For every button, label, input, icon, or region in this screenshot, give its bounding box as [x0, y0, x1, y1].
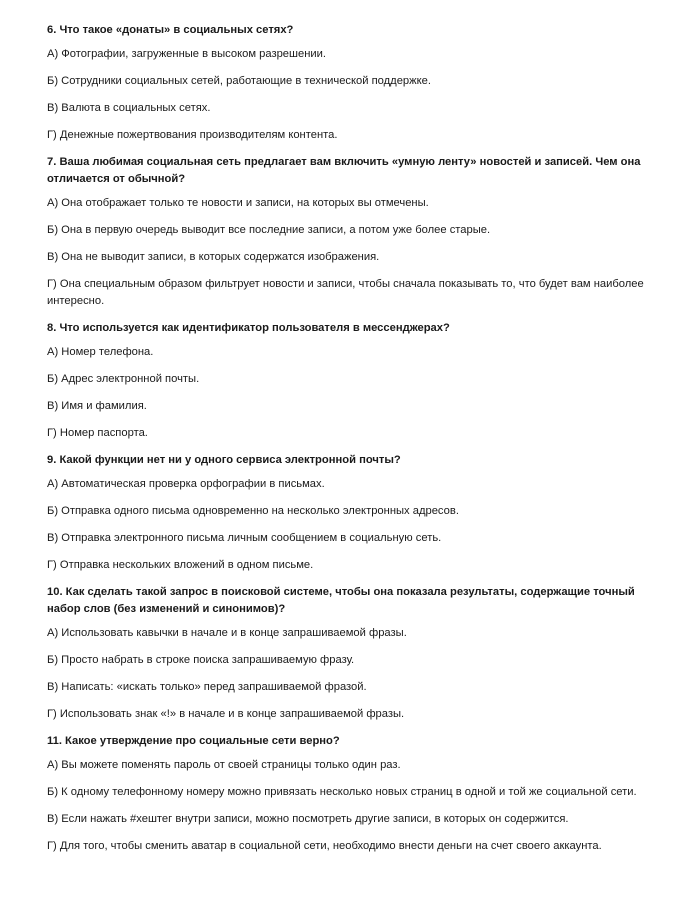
option-a: А) Автоматическая проверка орфографии в письмах. — [47, 478, 325, 490]
question-text: 10. Как сделать такой запрос в поисковой системе, чтобы она показала результаты, содержащие точный набор слов (без изменений и синонимов)? — [47, 586, 635, 615]
question-6 — [47, 22, 654, 144]
question-10 — [47, 584, 654, 723]
option-v: В) Отправка электронного письма личным сообщением в социальную сеть. — [47, 532, 442, 544]
option-g: Г) Денежные пожертвования производителям контента. — [47, 129, 338, 141]
option-a: А) Номер телефона. — [47, 346, 154, 358]
question-text: 9. Какой функции нет ни у одного сервиса электронной почты? — [47, 454, 401, 466]
option-v: В) Имя и фамилия. — [47, 400, 147, 412]
option-g: Г) Отправка нескольких вложений в одном письме. — [47, 559, 314, 571]
question-9 — [47, 452, 654, 574]
option-g: Г) Использовать знак «!» в начале и в конце запрашиваемой фразы. — [47, 708, 405, 720]
question-text: 11. Какое утверждение про социальные сети верно? — [47, 735, 340, 747]
option-g: Г) Номер паспорта. — [47, 427, 148, 439]
option-v: В) Написать: «искать только» перед запрашиваемой фразой. — [47, 681, 367, 693]
option-a: А) Фотографии, загруженные в высоком разрешении. — [47, 48, 327, 60]
option-a: А) Она отображает только те новости и записи, на которых вы отмечены. — [47, 197, 429, 209]
question-text: 7. Ваша любимая социальная сеть предлагает вам включить «умную ленту» новостей и записей. Чем она отличается от обычной? — [47, 156, 641, 185]
option-b: Б) Сотрудники социальных сетей, работающие в технической поддержке. — [47, 75, 431, 87]
option-b: Б) Просто набрать в строке поиска запрашиваемую фразу. — [47, 654, 355, 666]
option-g: Г) Для того, чтобы сменить аватар в социальной сети, необходимо внести деньги на счет своего аккаунта. — [47, 840, 602, 852]
option-a: А) Использовать кавычки в начале и в конце запрашиваемой фразы. — [47, 627, 407, 639]
question-7 — [47, 154, 654, 310]
question-text: 8. Что используется как идентификатор пользователя в мессенджерах? — [47, 322, 450, 334]
option-g: Г) Она специальным образом фильтрует новости и записи, чтобы сначала показывать то, что будет вам наиболее интересно. — [47, 278, 644, 307]
option-b: Б) К одному телефонному номеру можно привязать несколько новых страниц в одной и той же социальной сети. — [47, 786, 637, 798]
option-v: В) Если нажать #хештег внутри записи, можно посмотреть другие записи, в которых он содержится. — [47, 813, 569, 825]
question-text: 6. Что такое «донаты» в социальных сетях? — [47, 24, 294, 36]
option-b: Б) Она в первую очередь выводит все последние записи, а потом уже более старые. — [47, 224, 491, 236]
option-b: Б) Адрес электронной почты. — [47, 373, 200, 385]
option-v: В) Валюта в социальных сетях. — [47, 102, 211, 114]
question-8 — [47, 320, 654, 442]
option-a: А) Вы можете поменять пароль от своей страницы только один раз. — [47, 759, 401, 771]
question-11 — [47, 733, 654, 855]
option-v: В) Она не выводит записи, в которых содержатся изображения. — [47, 251, 380, 263]
option-b: Б) Отправка одного письма одновременно на несколько электронных адресов. — [47, 505, 459, 517]
